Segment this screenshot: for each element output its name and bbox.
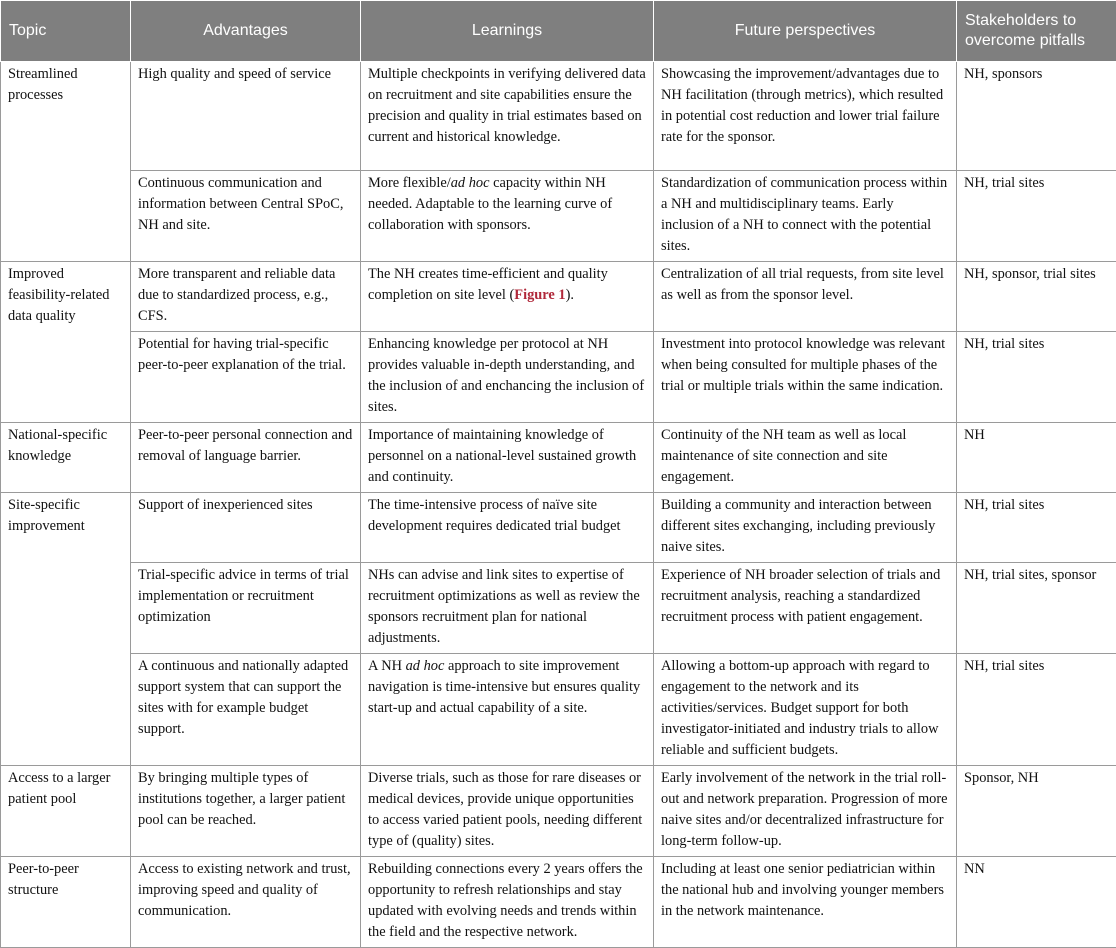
stakeholders-cell: NH, trial sites, sponsor <box>957 563 1116 654</box>
advantages-cell: Trial-specific advice in terms of trial implementation or recruitment optimization <box>131 563 361 654</box>
topic-cell: Streamlined processes <box>1 62 131 262</box>
table-row <box>1 423 1116 493</box>
learnings-cell: The time-intensive process of naïve site development requires dedicated trial budget <box>361 493 654 563</box>
table-row <box>1 171 1116 262</box>
learnings-cell: More flexible/ad hoc capacity within NH needed. Adaptable to the learning curve of collaboration with sponsors. <box>361 171 654 262</box>
stakeholders-cell: NN <box>957 857 1116 948</box>
future-cell: Including at least one senior pediatrician within the national hub and involving younger members in the network maintenance. <box>654 857 957 948</box>
stakeholders-cell: NH, trial sites <box>957 332 1116 423</box>
future-cell: Standardization of communication process within a NH and multidisciplinary teams. Early inclusion of a NH to connect with the potential sites. <box>654 171 957 262</box>
table-row <box>1 262 1116 332</box>
table-row <box>1 766 1116 857</box>
stakeholders-cell: Sponsor, NH <box>957 766 1116 857</box>
stakeholders-cell: NH, trial sites <box>957 171 1116 262</box>
stakeholders-cell: NH, trial sites <box>957 493 1116 563</box>
learnings-cell: Enhancing knowledge per protocol at NH provides valuable in-depth understanding, and the inclusion of and enchancing the inclusion of sites. <box>361 332 654 423</box>
learnings-cell: Multiple checkpoints in verifying delivered data on recruitment and site capabilities ensure the precision and quality in trial estimates based on current and historical knowledge. <box>361 62 654 171</box>
header-stakeholders: Stakeholders to overcome pitfalls <box>957 1 1116 62</box>
advantages-cell: Potential for having trial-specific peer-to-peer explanation of the trial. <box>131 332 361 423</box>
learnings-cell: A NH ad hoc approach to site improvement navigation is time-intensive but ensures quality start-up and actual capability of a site. <box>361 654 654 766</box>
header-learnings: Learnings <box>361 1 654 62</box>
topic-cell: Peer-to-peer structure <box>1 857 131 948</box>
table-row <box>1 654 1116 766</box>
learnings-cell: NHs can advise and link sites to expertise of recruitment optimizations as well as review the sponsors recruitment plan for national adjustments. <box>361 563 654 654</box>
advantages-cell: By bringing multiple types of institutions together, a larger patient pool can be reached. <box>131 766 361 857</box>
advantages-cell: A continuous and nationally adapted support system that can support the sites with for example budget support. <box>131 654 361 766</box>
table-row <box>1 857 1116 948</box>
header-row <box>1 1 1116 62</box>
future-cell: Allowing a bottom-up approach with regard to engagement to the network and its activities/services. Budget support for both investigator-initiated and industry trials to allow reliable and sufficient budgets. <box>654 654 957 766</box>
future-cell: Continuity of the NH team as well as local maintenance of site connection and site engagement. <box>654 423 957 493</box>
learnings-cell: Rebuilding connections every 2 years offers the opportunity to refresh relationships and stay updated with evolving needs and trends within the field and the respective network. <box>361 857 654 948</box>
future-cell: Showcasing the improvement/advantages due to NH facilitation (through metrics), which resulted in potential cost reduction and lower trial failure rate for the sponsor. <box>654 62 957 171</box>
stakeholders-cell: NH, sponsor, trial sites <box>957 262 1116 332</box>
learnings-cell: Diverse trials, such as those for rare diseases or medical devices, provide unique opportunities to access varied patient pools, needing different type of (quality) sites. <box>361 766 654 857</box>
advantages-cell: High quality and speed of service <box>131 62 361 171</box>
stakeholders-cell: NH, sponsors <box>957 62 1116 171</box>
header-future-perspectives: Future perspectives <box>654 1 957 62</box>
learnings-cell: The NH creates time-efficient and quality completion on site level (Figure 1). <box>361 262 654 332</box>
future-cell: Centralization of all trial requests, from site level as well as from the sponsor level. <box>654 262 957 332</box>
topic-cell: Improved feasibility-related data quality <box>1 262 131 423</box>
stakeholders-cell: NH, trial sites <box>957 654 1116 766</box>
advantages-cell: Continuous communication and information between Central SPoC, NH and site. <box>131 171 361 262</box>
table-row <box>1 332 1116 423</box>
advantages-cell: Support of inexperienced sites <box>131 493 361 563</box>
table-row <box>1 493 1116 563</box>
future-cell: Investment into protocol knowledge was relevant when being consulted for multiple phases of the trial or multiple trials within the same indication. <box>654 332 957 423</box>
topic-cell: Site-specific improvement <box>1 493 131 766</box>
header-advantages: Advantages <box>131 1 361 62</box>
future-cell: Building a community and interaction between different sites exchanging, including previously naive sites. <box>654 493 957 563</box>
advantages-cell: Access to existing network and trust, improving speed and quality of communication. <box>131 857 361 948</box>
topic-cell: National-specific knowledge <box>1 423 131 493</box>
topic-cell: Access to a larger patient pool <box>1 766 131 857</box>
header-topic: Topic <box>1 1 131 62</box>
learnings-cell: Importance of maintaining knowledge of personnel on a national-level sustained growth and continuity. <box>361 423 654 493</box>
future-cell: Early involvement of the network in the trial roll-out and network preparation. Progression of more naive sites and/or decentralized infrastructure for long-term follow-up. <box>654 766 957 857</box>
table-row <box>1 62 1116 171</box>
stakeholders-cell: NH <box>957 423 1116 493</box>
advantages-cell: More transparent and reliable data due to standardized process, e.g., CFS. <box>131 262 361 332</box>
figure-1-link[interactable]: Figure 1 <box>514 287 565 303</box>
advantages-cell: Peer-to-peer personal connection and removal of language barrier. <box>131 423 361 493</box>
future-cell: Experience of NH broader selection of trials and recruitment analysis, reaching a standardized recruitment process with patient engagement. <box>654 563 957 654</box>
table-row <box>1 563 1116 654</box>
